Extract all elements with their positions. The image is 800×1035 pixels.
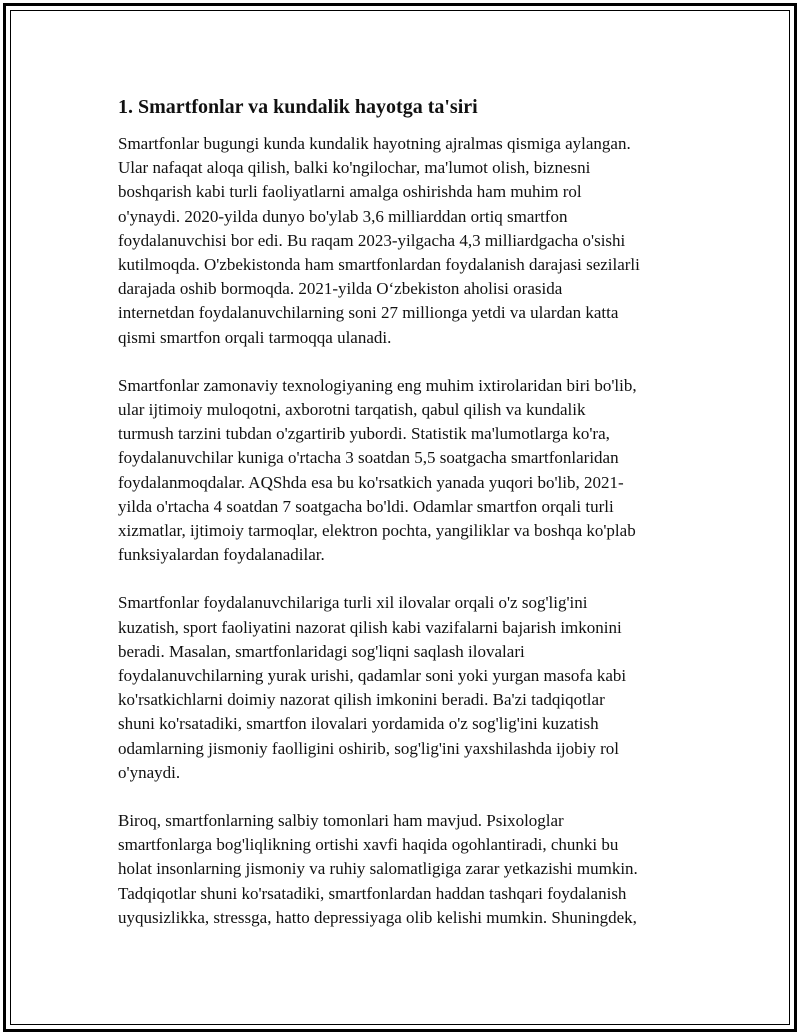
text-line: Smartfonlar bugungi kunda kundalik hayotning ajralmas qismiga aylangan. <box>118 134 631 153</box>
text-line: Smartfonlar zamonaviy texnologiyaning eng muhim ixtirolaridan biri bo'lib, <box>118 375 637 395</box>
text-line: Biroq, smartfonlarning salbiy tomonlari ham mavjud. Psixologlar <box>118 811 564 831</box>
text-line: kuzatish, sport faoliyatini nazorat qilish kabi vazifalarni bajarish imkonini <box>118 617 622 637</box>
text-line: o'ynaydi. 2020-yilda dunyo bo'ylab 3,6 milliarddan ortiq smartfon <box>118 206 568 226</box>
text-line: darajada oshib bormoqda. 2021-yilda O‘zbekiston aholisi orasida <box>118 279 563 299</box>
paragraph <box>118 374 684 568</box>
paragraphs-container <box>118 132 684 930</box>
text-line: uyqusizlikka, stressga, hatto depressiyaga olib kelishi mumkin. Shuningdek, <box>118 907 637 927</box>
paragraph <box>118 132 684 350</box>
text-line: smartfonlarga bog'liqlikning ortishi xavfi haqida ogohlantiradi, chunki bu <box>118 835 619 855</box>
text-line: ko'rsatkichlarni doimiy nazorat qilish imkonini beradi. Ba'zi tadqiqotlar <box>118 690 605 710</box>
text-line: o'ynaydi. <box>118 762 181 782</box>
text-line: foydalanuvchilarning yurak urishi, qadamlar soni yoki yurgan masofa kabi <box>118 666 627 686</box>
paragraph <box>118 809 684 930</box>
text-line: turmush tarzini tubdan o'zgartirib yubordi. Statistik ma'lumotlarga ko'ra, <box>118 424 610 444</box>
text-line: foydalanuvchisi bor edi. Bu raqam 2023-yilgacha 4,3 milliardgacha o'sishi <box>118 230 626 250</box>
text-line: xizmatlar, ijtimoiy tarmoqlar, elektron pochta, yangiliklar va boshqa ko'plab <box>118 521 636 541</box>
text-line: foydalanmoqdalar. AQShda esa bu ko'rsatkich yanada yuqori bo'lib, 2021- <box>118 472 624 492</box>
text-line: Tadqiqotlar shuni ko'rsatadiki, smartfonlardan haddan tashqari foydalanish <box>118 883 627 903</box>
text-line: ular ijtimoiy muloqotni, axborotni tarqatish, qabul qilish va kundalik <box>118 400 586 420</box>
text-line: Ular nafaqat aloqa qilish, balki ko'ngilochar, ma'lumot olish, biznesni <box>118 158 591 178</box>
text-line: beradi. Masalan, smartfonlaridagi sog'liqni saqlash ilovalari <box>118 641 525 661</box>
text-line: foydalanuvchilar kuniga o'rtacha 3 soatdan 5,5 soatgacha smartfonlaridan <box>118 448 619 468</box>
text-line: internetdan foydalanuvchilarning soni 27 millionga yetdi va ulardan katta <box>118 303 619 323</box>
paragraph <box>118 591 684 785</box>
text-line: yilda o'rtacha 4 soatdan 7 soatgacha bo'ldi. Odamlar smartfon orqali turli <box>118 496 614 516</box>
text-line: shuni ko'rsatadiki, smartfon ilovalari yordamida o'z sog'lig'ini kuzatish <box>118 714 599 734</box>
section-heading: 1. Smartfonlar va kundalik hayotga ta'siri <box>118 96 478 118</box>
text-line: Smartfonlar foydalanuvchilariga turli xil ilovalar orqali o'z sog'lig'ini <box>118 593 588 613</box>
text-line: kutilmoqda. O'zbekistonda ham smartfonlardan foydalanish darajasi sezilarli <box>118 255 640 275</box>
text-line: boshqarish kabi turli faoliyatlarni amalga oshirishda ham muhim rol <box>118 182 582 202</box>
text-line: odamlarning jismoniy faolligini oshirib, sog'lig'ini yaxshilashda ijobiy rol <box>118 738 619 758</box>
text-line: holat insonlarning jismoniy va ruhiy salomatligiga zarar yetkazishi mumkin. <box>118 859 638 879</box>
text-line: funksiyalardan foydalanadilar. <box>118 545 325 565</box>
text-line: qismi smartfon orqali tarmoqqa ulanadi. <box>118 327 392 347</box>
document-body <box>118 93 684 954</box>
